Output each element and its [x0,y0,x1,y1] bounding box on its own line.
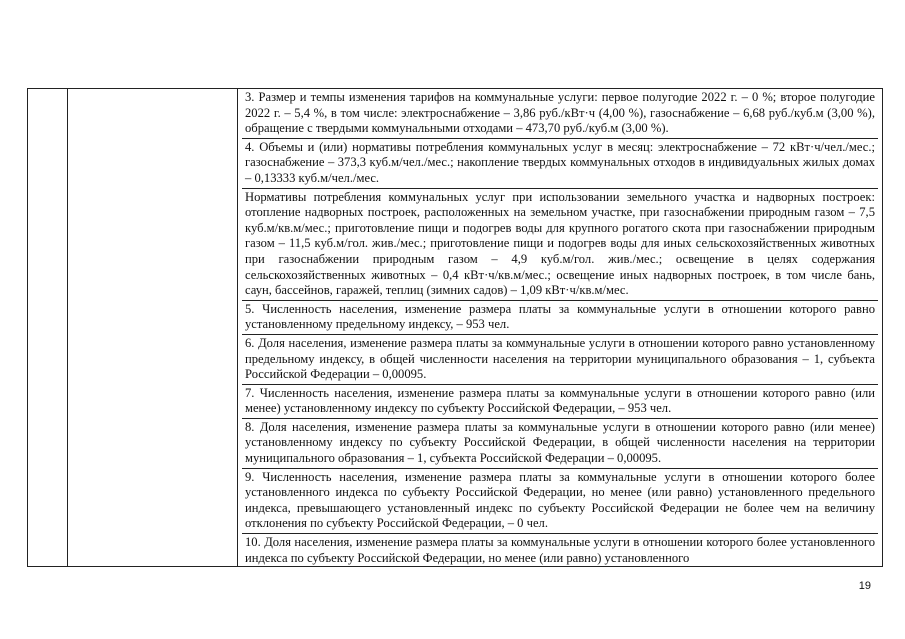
paragraph-item-9: 9. Численность населения, изменение размера платы за коммунальные услуги в отношении которого более установленного индекса по субъекту Российской Федерации, но менее (или равно) установленного предельного индекса, превышающего установленный индекс по субъекту Российской Федерации не более чем на величину отклонения по субъекту Российской Федерации, – 0 чел. [242,469,878,534]
column-divider-2 [237,89,238,566]
column-divider-1 [67,89,68,566]
paragraph-item-5: 5. Численность населения, изменение размера платы за коммунальные услуги в отношении которого равно установленному предельному индексу, – 953 чел. [242,301,878,335]
paragraph-item-4: 4. Объемы и (или) нормативы потребления коммунальных услуг в месяц: электроснабжение – 72 кВт·ч/чел./мес.; газоснабжение – 373,3 куб.м/чел./мес.; накопление твердых коммунальных отходов в индивидуальных жилых домах – 0,13333 куб.м/чел./мес. [242,139,878,189]
paragraph-item-7: 7. Численность населения, изменение размера платы за коммунальные услуги в отношении которого равно (или менее) установленному индексу по субъекту Российской Федерации, – 953 чел. [242,385,878,419]
paragraph-item-6: 6. Доля населения, изменение размера платы за коммунальные услуги в отношении которого равно установленному предельному индексу, в общей численности населения на территории муниципального образования – 1, субъекта Российской Федерации – 0,00095. [242,335,878,385]
document-table [27,88,883,567]
paragraph-item-8: 8. Доля населения, изменение размера платы за коммунальные услуги в отношении которого равно (или менее) установленному индексу по субъекту Российской Федерации, в общей численности населения на территории муниципального образования – 1, субъекта Российской Федерации – 0,00095. [242,419,878,469]
paragraph-norms: Нормативы потребления коммунальных услуг при использовании земельного участка и надворных построек: отопление надворных построек, расположенных на земельном участке, при газоснабжении природным газом – 7,5 куб.м/кв.м/мес.; приготовление пищи и подогрев воды для крупного рогатого скота при газоснабжении природным газом – 11,5 куб.м/гол. жив./мес.; приготовление пищи и подогрев воды для иных сельскохозяйственных животных при газоснабжении природным газом – 4,9 куб.м/гол. жив./мес.; освещение в целях содержания сельскохозяйственных животных – 0,4 кВт·ч/кв.м/мес.; освещение иных надворных построек, в том числе бань, саун, бассейнов, гаражей, теплиц (зимних садов) – 1,09 кВт·ч/кв.м/мес. [242,189,878,301]
page-number: 19 [858,580,871,592]
paragraph-item-3: 3. Размер и темпы изменения тарифов на коммунальные услуги: первое полугодие 2022 г. – 0 %; второе полугодие 2022 г. – 5,4 %, в том числе: электроснабжение – 3,86 руб./кВт·ч (4,00 %), газоснабжение – 6,68 руб./куб.м (3,00 %), обращение с твердыми коммунальными отходами – 473,70 руб./куб.м (3,00 %). [242,89,878,139]
content-cell [242,89,878,566]
paragraph-item-10: 10. Доля населения, изменение размера платы за коммунальные услуги в отношении которого более установленного индекса по субъекту Российской Федерации, но менее (или равно) установленного [245,535,875,565]
